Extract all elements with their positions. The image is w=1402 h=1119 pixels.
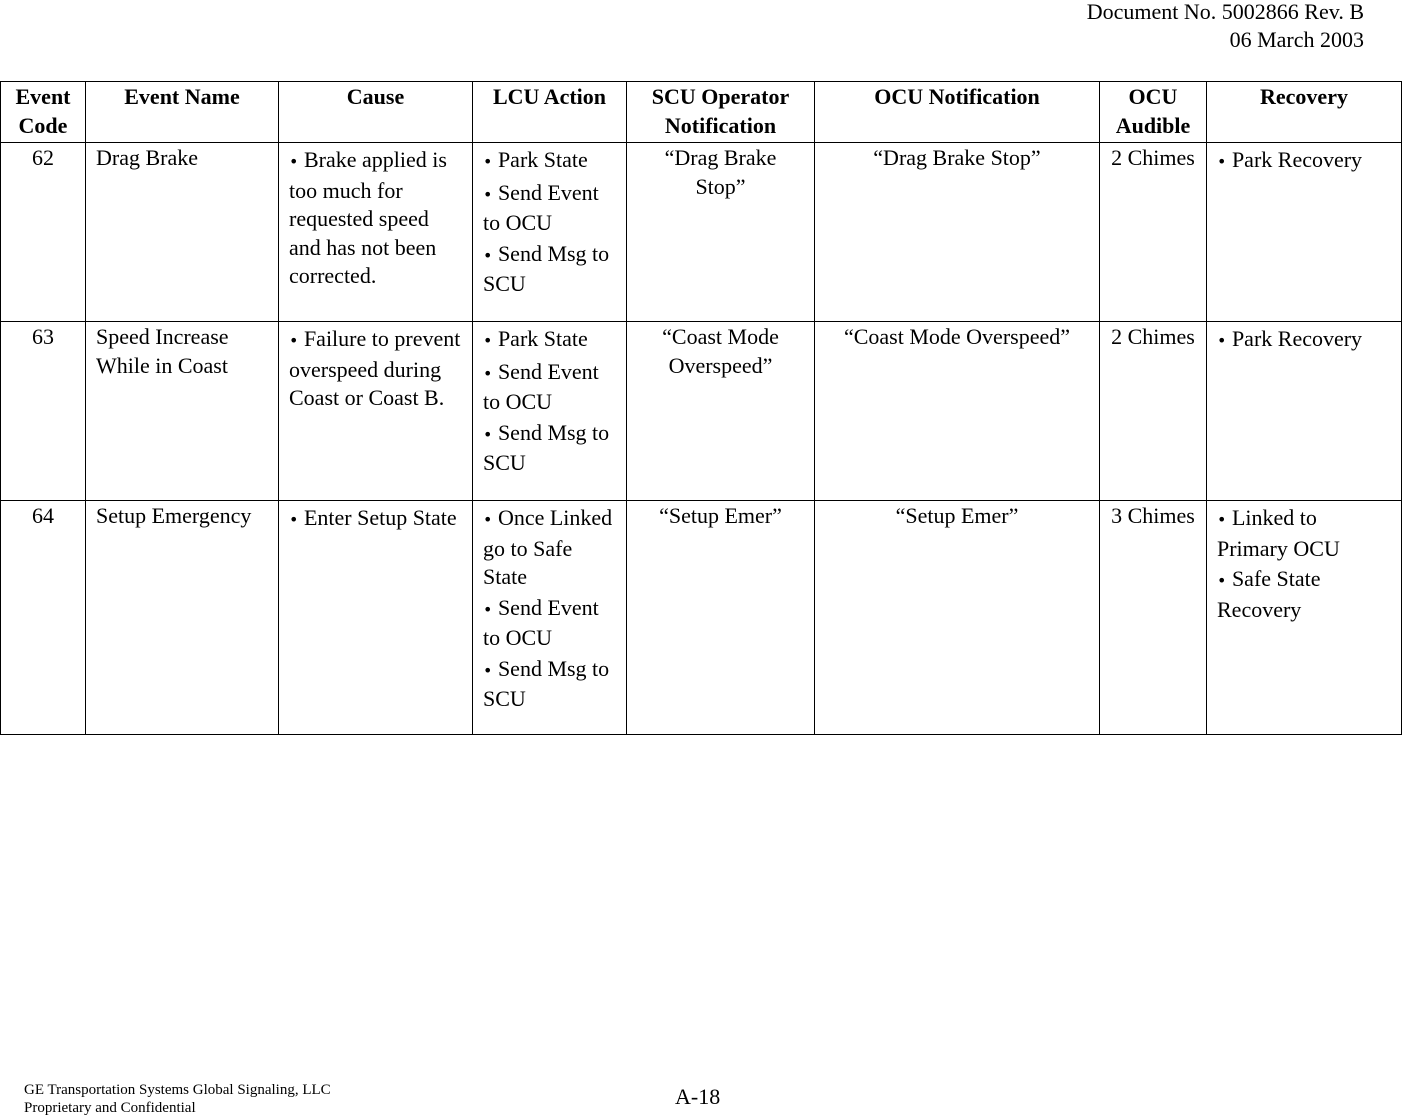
footer-company-info	[24, 1081, 331, 1117]
column-header-lcu-action: LCU Action	[473, 82, 627, 143]
table-row	[1, 501, 1402, 735]
bullet-icon: •	[289, 510, 299, 529]
footer-company-name: GE Transportation Systems Global Signaling, LLC	[24, 1082, 331, 1098]
scu-notification-cell: “Setup Emer”	[627, 501, 815, 735]
event-name-cell: Drag Brake	[86, 143, 279, 322]
list-item: • Linked to Primary OCU	[1217, 505, 1340, 561]
bullet-icon: •	[483, 331, 493, 350]
bullet-icon: •	[1217, 510, 1227, 529]
cause-cell	[279, 501, 473, 735]
table-header-row	[1, 82, 1402, 143]
recovery-cell	[1207, 322, 1402, 501]
event-table	[0, 81, 1402, 735]
lcu-action-cell	[473, 501, 627, 735]
bullet-icon: •	[483, 152, 493, 171]
list-item: • Send Event to OCU	[483, 358, 599, 414]
bullet-icon: •	[483, 184, 493, 204]
column-header-event-name: Event Name	[86, 82, 279, 143]
column-header-scu-operator-notification: SCU Operator Notification	[627, 82, 815, 143]
document-number: Document No. 5002866 Rev. B	[1086, 0, 1364, 24]
cause-cell	[279, 322, 473, 501]
bullet-icon: •	[483, 660, 493, 680]
bullet-icon: •	[483, 599, 493, 619]
event-name-cell: Setup Emergency	[86, 501, 279, 735]
ocu-notification-cell: “Setup Emer”	[815, 501, 1100, 735]
column-header-ocu-notification: OCU Notification	[815, 82, 1100, 143]
bullet-icon: •	[483, 363, 493, 383]
list-item: • Park State	[483, 147, 588, 172]
event-code-cell: 63	[1, 322, 86, 501]
ocu-audible-cell: 2 Chimes	[1100, 143, 1207, 322]
bullet-icon: •	[1217, 331, 1227, 350]
ocu-notification-cell: “Coast Mode Overspeed”	[815, 322, 1100, 501]
scu-notification-cell: “Coast Mode Overspeed”	[627, 322, 815, 501]
ocu-audible-cell: 2 Chimes	[1100, 322, 1207, 501]
cause-cell	[279, 143, 473, 322]
bullet-icon: •	[483, 424, 493, 444]
page-number: A-18	[675, 1084, 721, 1109]
ocu-notification-cell: “Drag Brake Stop”	[815, 143, 1100, 322]
list-item: • Send Msg to SCU	[483, 655, 610, 711]
list-item: • Failure to prevent overspeed during Coast or Coast B.	[289, 326, 461, 410]
list-item: • Park Recovery	[1217, 147, 1363, 172]
recovery-cell	[1207, 143, 1402, 322]
list-item: • Send Msg to SCU	[483, 240, 610, 296]
bullet-icon: •	[483, 245, 493, 265]
list-item: • Safe State Recovery	[1217, 566, 1321, 622]
list-item: • Send Event to OCU	[483, 179, 599, 235]
column-header-ocu-audible: OCU Audible	[1100, 82, 1207, 143]
event-code-cell: 62	[1, 143, 86, 322]
bullet-icon: •	[289, 152, 299, 171]
column-header-recovery: Recovery	[1207, 82, 1402, 143]
list-item: • Park Recovery	[1217, 326, 1363, 351]
event-code-cell: 64	[1, 501, 86, 735]
list-item: • Once Linked go to Safe State	[483, 505, 613, 589]
column-header-event-code: Event Code	[1, 82, 86, 143]
list-item: • Send Msg to SCU	[483, 419, 610, 475]
list-item: • Park State	[483, 326, 588, 351]
scu-notification-cell: “Drag Brake Stop”	[627, 143, 815, 322]
table-row	[1, 322, 1402, 501]
bullet-icon: •	[1217, 152, 1227, 171]
recovery-cell	[1207, 501, 1402, 735]
ocu-audible-cell: 3 Chimes	[1100, 501, 1207, 735]
lcu-action-cell	[473, 143, 627, 322]
bullet-icon: •	[483, 510, 493, 529]
column-header-cause: Cause	[279, 82, 473, 143]
lcu-action-cell	[473, 322, 627, 501]
list-item: • Enter Setup State	[289, 505, 457, 530]
list-item: • Send Event to OCU	[483, 594, 599, 650]
event-name-cell: Speed Increase While in Coast	[86, 322, 279, 501]
document-header	[1087, 0, 1364, 54]
document-date: 06 March 2003	[1229, 27, 1364, 52]
list-item: • Brake applied is too much for requested speed and has not been corrected.	[289, 147, 447, 288]
footer-confidentiality: Proprietary and Confidential	[24, 1100, 196, 1116]
table-row	[1, 143, 1402, 322]
bullet-icon: •	[1217, 571, 1227, 590]
bullet-icon: •	[289, 331, 299, 350]
